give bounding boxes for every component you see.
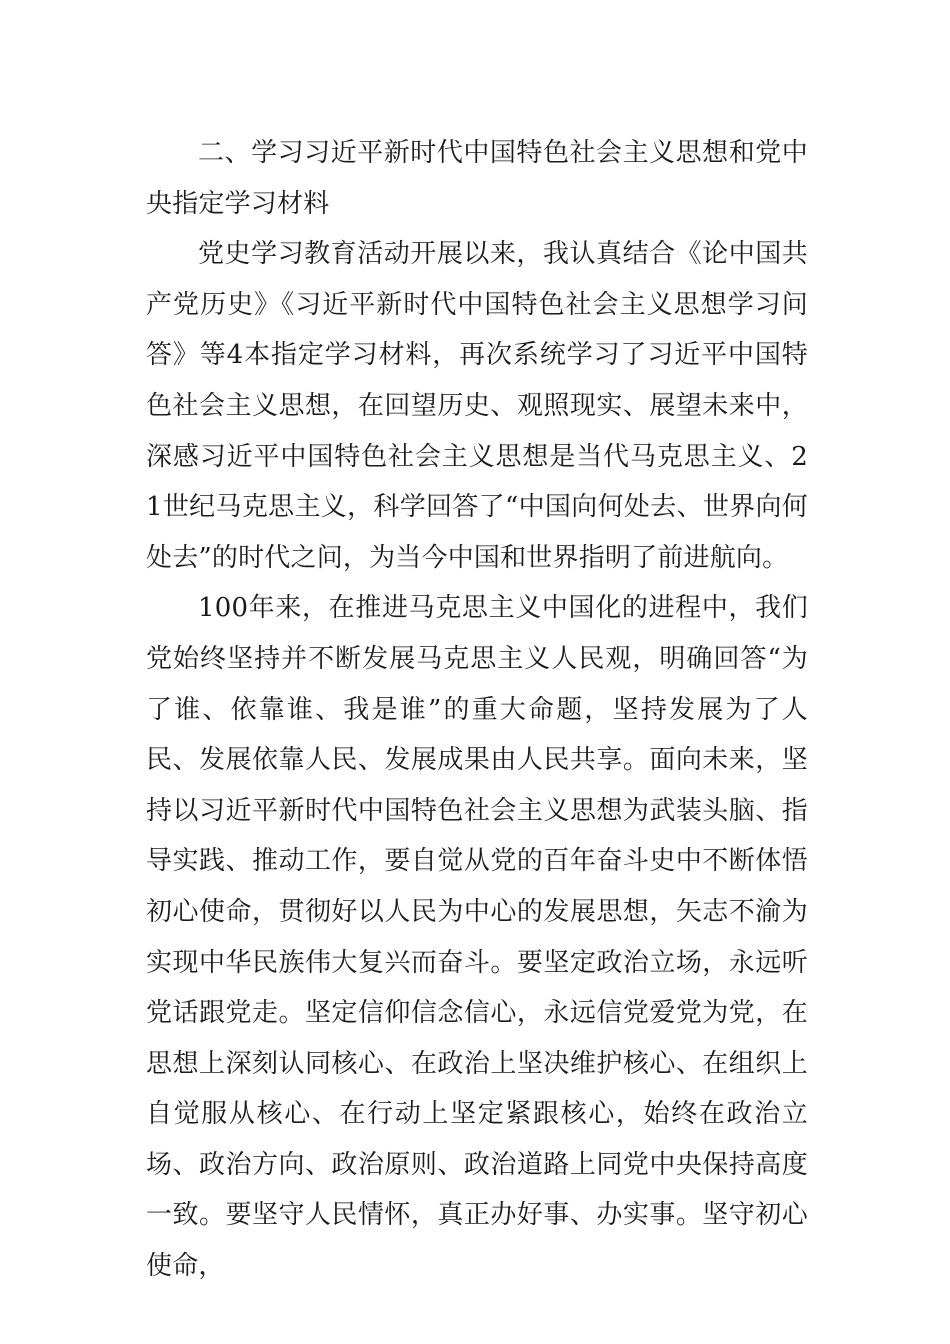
- section-heading: 二、学习习近平新时代中国特色社会主义思想和党中央指定学习材料: [146, 138, 808, 219]
- body-paragraph: 党史学习教育活动开展以来，我认真结合《论中国共产党历史》《习近平新时代中国特色社会主义思想学习问答》等4本指定学习材料，再次系统学习了习近平中国特色社会主义思想，在回望历史、观照现实、展望未来中，深感习近平中国特色社会主义思想是当代马克思主义、21世纪马克思主义，科学回答了“中国向何处去、世界向何处去”的时代之问，为当今中国和世界指明了前进航向。: [146, 239, 808, 573]
- body-paragraph: 100年来，在推进马克思主义中国化的进程中，我们党始终坚持并不断发展马克思主义人民观，明确回答“为了谁、依靠谁、我是谁”的重大命题，坚持发展为了人民、发展依靠人民、发展成果由人民共享。面向未来，坚持以习近平新时代中国特色社会主义思想为武装头脑、指导实践、推动工作，要自觉从党的百年奋斗史中不断体悟初心使命，贯彻好以人民为中心的发展思想，矢志不渝为实现中华民族伟大复兴而奋斗。要坚定政治立场，永远听党话跟党走。坚定信仰信念信心，永远信党爱党为党，在思想上深刻认同核心、在政治上坚决维护核心、在组织上自觉服从核心、在行动上坚定紧跟核心，始终在政治立场、政治方向、政治原则、政治道路上同党中央保持高度一致。要坚守人民情怀，真正办好事、办实事。坚守初心使命，: [146, 593, 808, 1282]
- document-body: [146, 128, 808, 1292]
